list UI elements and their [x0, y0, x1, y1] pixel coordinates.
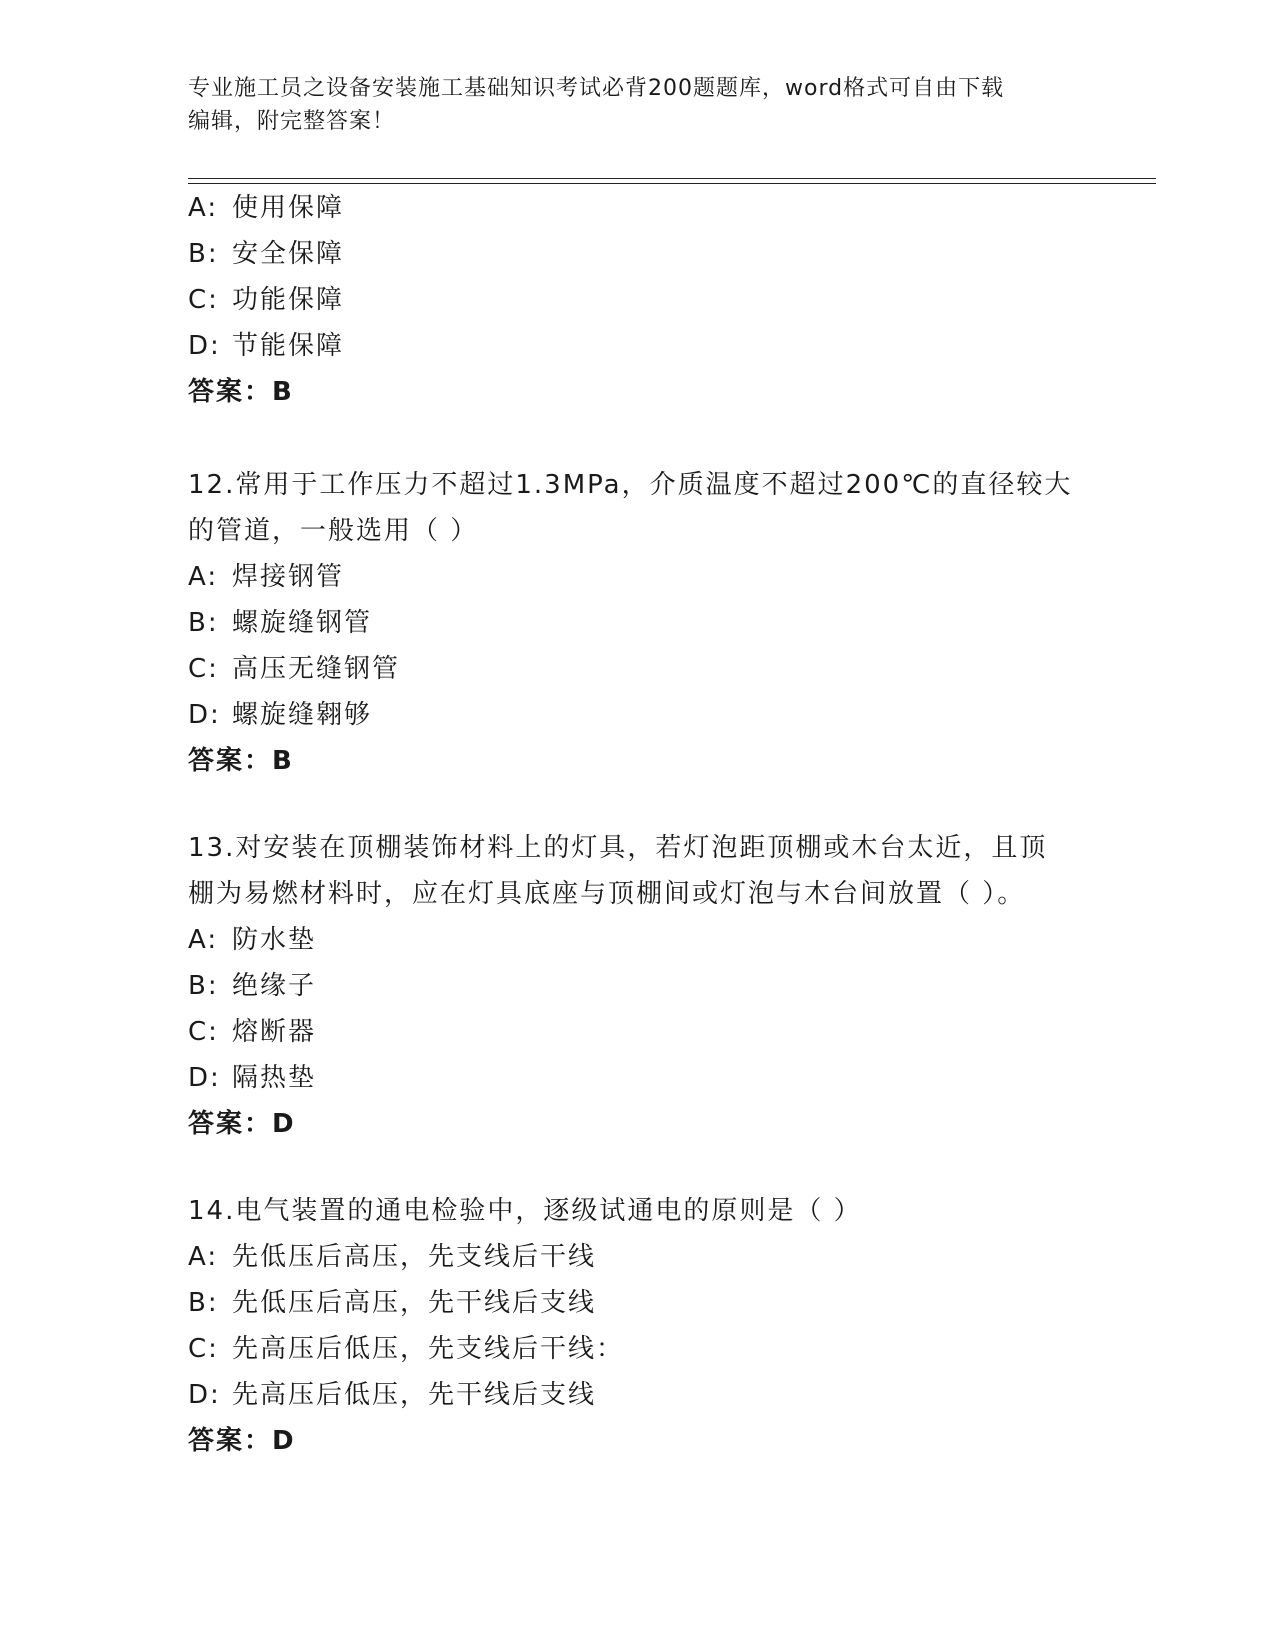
option-text: 功能保障 [232, 285, 345, 315]
option-text: 先高压后低压，先干线后支线 [232, 1380, 597, 1410]
option-text: 熔断器 [232, 1017, 317, 1047]
question-text-line-1: 13.对安装在顶棚装饰材料上的灯具，若灯泡距顶棚或木台太近，且顶 [188, 833, 1048, 863]
option-text: 隔热垫 [232, 1063, 317, 1093]
option-text: 高压无缝钢管 [232, 654, 401, 684]
option-key: D: [188, 1380, 221, 1410]
option-text: 绝缘子 [232, 971, 317, 1001]
option-a [188, 185, 1088, 231]
option-b [188, 963, 1088, 1009]
option-a [188, 1234, 1088, 1280]
option-text: 螺旋缝翱够 [232, 700, 373, 730]
option-d [188, 692, 1088, 738]
option-c [188, 1326, 1088, 1372]
option-key: C: [188, 285, 219, 315]
option-key: A: [188, 193, 219, 223]
option-d [188, 323, 1088, 369]
option-text: 使用保障 [232, 193, 345, 223]
option-key: C: [188, 1017, 219, 1047]
option-text: 先低压后高压，先干线后支线 [232, 1288, 597, 1318]
question-12 [188, 462, 1088, 784]
option-text: 先高压后低压，先支线后干线： [232, 1334, 625, 1364]
option-key: C: [188, 1334, 219, 1364]
header-line-2: 编辑，附完整答案！ [188, 109, 396, 134]
answer: 答案：D [188, 1109, 296, 1139]
answer: 答案：B [188, 746, 294, 776]
option-key: A: [188, 1242, 219, 1272]
option-a [188, 554, 1088, 600]
answer: 答案：D [188, 1426, 296, 1456]
option-b [188, 1280, 1088, 1326]
question-text-line-1: 12.常用于工作压力不超过1.3MPa，介质温度不超过200℃的直径较大 [188, 470, 1073, 500]
header-divider-top [188, 178, 1156, 179]
option-key: B: [188, 239, 219, 269]
option-d [188, 1055, 1088, 1101]
option-d [188, 1372, 1088, 1418]
option-key: B: [188, 1288, 219, 1318]
option-c [188, 277, 1088, 323]
option-key: A: [188, 562, 219, 592]
question-text-line-2: 棚为易燃材料时，应在灯具底座与顶棚间或灯泡与木台间放置（ ）。 [188, 879, 1026, 909]
question-14 [188, 1188, 1088, 1464]
option-key: D: [188, 700, 221, 730]
option-text: 防水垫 [232, 925, 317, 955]
option-key: B: [188, 608, 219, 638]
option-c [188, 646, 1088, 692]
option-text: 焊接钢管 [232, 562, 345, 592]
option-b [188, 600, 1088, 646]
option-text: 先低压后高压，先支线后干线 [232, 1242, 597, 1272]
question-13 [188, 825, 1088, 1147]
document-header [188, 72, 1088, 138]
option-text: 节能保障 [232, 331, 345, 361]
option-key: C: [188, 654, 219, 684]
answer: 答案：B [188, 377, 294, 407]
option-a [188, 917, 1088, 963]
header-divider-bottom [188, 183, 1156, 184]
option-b [188, 231, 1088, 277]
option-key: B: [188, 971, 219, 1001]
option-c [188, 1009, 1088, 1055]
question-11 [188, 185, 1088, 415]
option-text: 安全保障 [232, 239, 345, 269]
header-line-1: 专业施工员之设备安装施工基础知识考试必背200题题库，word格式可自由下载 [188, 76, 1005, 101]
question-text-line-2: 的管道，一般选用（ ） [188, 516, 479, 546]
question-text-line-1: 14.电气装置的通电检验中，逐级试通电的原则是（ ） [188, 1196, 862, 1226]
option-key: D: [188, 1063, 221, 1093]
option-text: 螺旋缝钢管 [232, 608, 373, 638]
option-key: D: [188, 331, 221, 361]
option-key: A: [188, 925, 219, 955]
